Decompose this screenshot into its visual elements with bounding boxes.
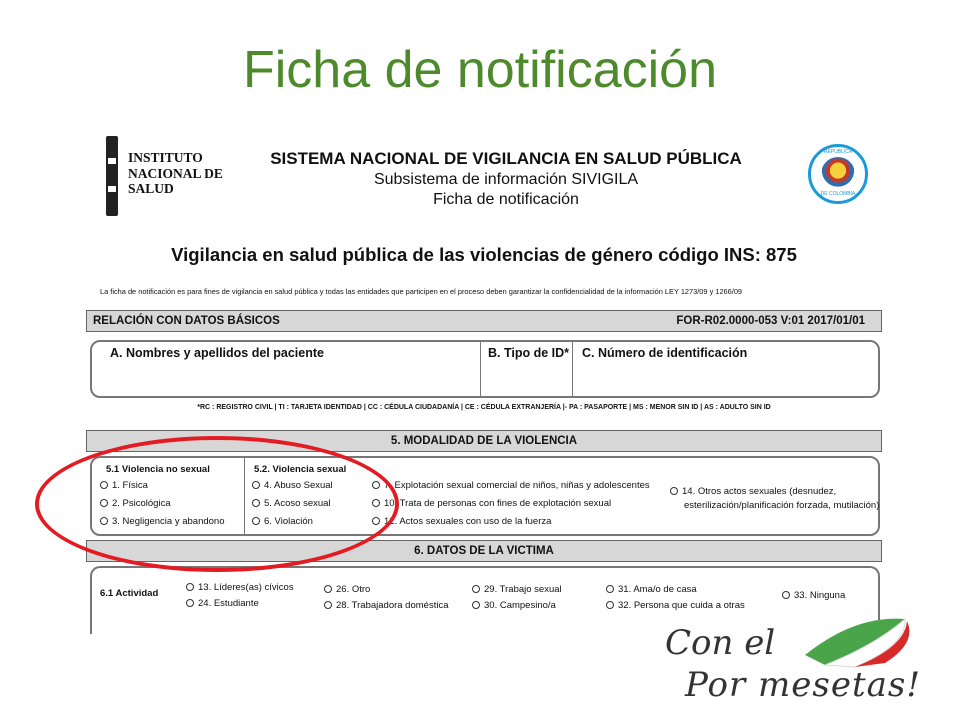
subsection-5-1-title: 5.1 Violencia no sexual xyxy=(106,464,210,475)
option-estudiante[interactable]: 24. Estudiante xyxy=(186,598,259,609)
option-campesino[interactable]: 30. Campesino/a xyxy=(472,600,556,611)
footer-line-1: Con el xyxy=(665,623,776,663)
patient-id-box xyxy=(90,340,880,398)
radio-icon xyxy=(324,601,332,609)
field-id-type: B. Tipo de ID* xyxy=(488,346,570,360)
footer-line-2: Por mesetas! xyxy=(685,665,922,705)
colombia-crest-icon: REPÚBLICA DE COLOMBIA xyxy=(808,144,868,204)
radio-icon xyxy=(472,601,480,609)
field-id-number: C. Número de identificación xyxy=(582,346,748,360)
form-header xyxy=(236,149,776,209)
subsection-5-2-title: 5.2. Violencia sexual xyxy=(254,464,347,475)
radio-icon xyxy=(186,599,194,607)
option-actos-fuerza[interactable]: 12. Actos sexuales con uso de la fuerza xyxy=(372,516,551,527)
radio-icon xyxy=(606,585,614,593)
red-highlight-ellipse xyxy=(35,436,399,572)
slide-title: Ficha de notificación xyxy=(242,41,718,99)
option-fisica[interactable]: 1. Física xyxy=(100,480,148,491)
radio-icon xyxy=(670,487,678,495)
radio-icon xyxy=(472,585,480,593)
radio-icon xyxy=(782,591,790,599)
option-violacion[interactable]: 6. Violación xyxy=(252,516,313,527)
field-patient-name: A. Nombres y apellidos del paciente xyxy=(110,346,324,360)
radio-icon xyxy=(186,583,194,591)
option-acoso-sexual[interactable]: 5. Acoso sexual xyxy=(252,498,331,509)
radio-icon xyxy=(606,601,614,609)
radio-icon xyxy=(324,585,332,593)
option-psicologica[interactable]: 2. Psicológica xyxy=(100,498,171,509)
option-lideres[interactable]: 13. Líderes(as) cívicos xyxy=(186,582,294,593)
option-ninguna[interactable]: 33. Ninguna xyxy=(782,590,845,601)
header-line-1: SISTEMA NACIONAL DE VIGILANCIA EN SALUD PÚBLICA xyxy=(270,149,742,168)
option-explotacion-sexual[interactable]: 7. Explotación sexual comercial de niños, niñas y adolescentes xyxy=(372,480,650,491)
section5-bar: 5. MODALIDAD DE LA VIOLENCIA xyxy=(86,430,882,452)
section-basic-title: RELACIÓN CON DATOS BÁSICOS xyxy=(93,315,280,327)
option-negligencia[interactable]: 3. Negligencia y abandono xyxy=(100,516,225,527)
header-line-2: Subsistema de información SIVIGILA xyxy=(373,171,639,188)
ins-logo-mark xyxy=(106,136,118,216)
section6-bar: 6. DATOS DE LA VICTIMA xyxy=(86,540,882,562)
option-otros-actos[interactable]: 14. Otros actos sexuales (desnudez, xyxy=(670,486,836,497)
activity-label: 6.1 Actividad xyxy=(100,588,159,599)
footer-campaign-logo xyxy=(655,615,955,715)
option-trabajadora-domestica[interactable]: 28. Trabajadora doméstica xyxy=(324,600,448,611)
option-trata-personas[interactable]: 10. Trata de personas con fines de explotación sexual xyxy=(372,498,611,509)
header-line-3: Ficha de notificación xyxy=(433,191,579,208)
option-ama-de-casa[interactable]: 31. Ama/o de casa xyxy=(606,584,697,595)
ins-logo-text: INSTITUTO NACIONAL DE SALUD xyxy=(128,150,223,196)
form-main-title: Vigilancia en salud pública de las violencias de género código INS: 875 xyxy=(171,244,797,265)
option-abuso-sexual[interactable]: 4. Abuso Sexual xyxy=(252,480,333,491)
id-type-legend: *RC : REGISTRO CIVIL | TI : TARJETA IDENTIDAD | CC : CÉDULA CIUDADANÍA | CE : CÉDULA EXTRANJERÍA |- PA : PASAPORTE | MS : MENOR SIN ID | AS : ADULTO SIN ID xyxy=(197,404,771,411)
form-disclaimer: La ficha de notificación es para fines de vigilancia en salud pública y todas las entidades que participen en el proceso deben garantizar la confidencialidad de la información LEY 1273/09 y 1266/09 xyxy=(100,287,743,296)
option-cuidadora[interactable]: 32. Persona que cuida a otras xyxy=(606,600,745,611)
option-trabajo-sexual[interactable]: 29. Trabajo sexual xyxy=(472,584,562,595)
section-basic-data-bar xyxy=(86,310,882,332)
form-code: FOR-R02.0000-053 V:01 2017/01/01 xyxy=(676,315,865,327)
option-otros-actos-detail: esterilización/planificación forzada, mutilación) xyxy=(684,500,880,511)
option-otro[interactable]: 26. Otro xyxy=(324,584,370,595)
